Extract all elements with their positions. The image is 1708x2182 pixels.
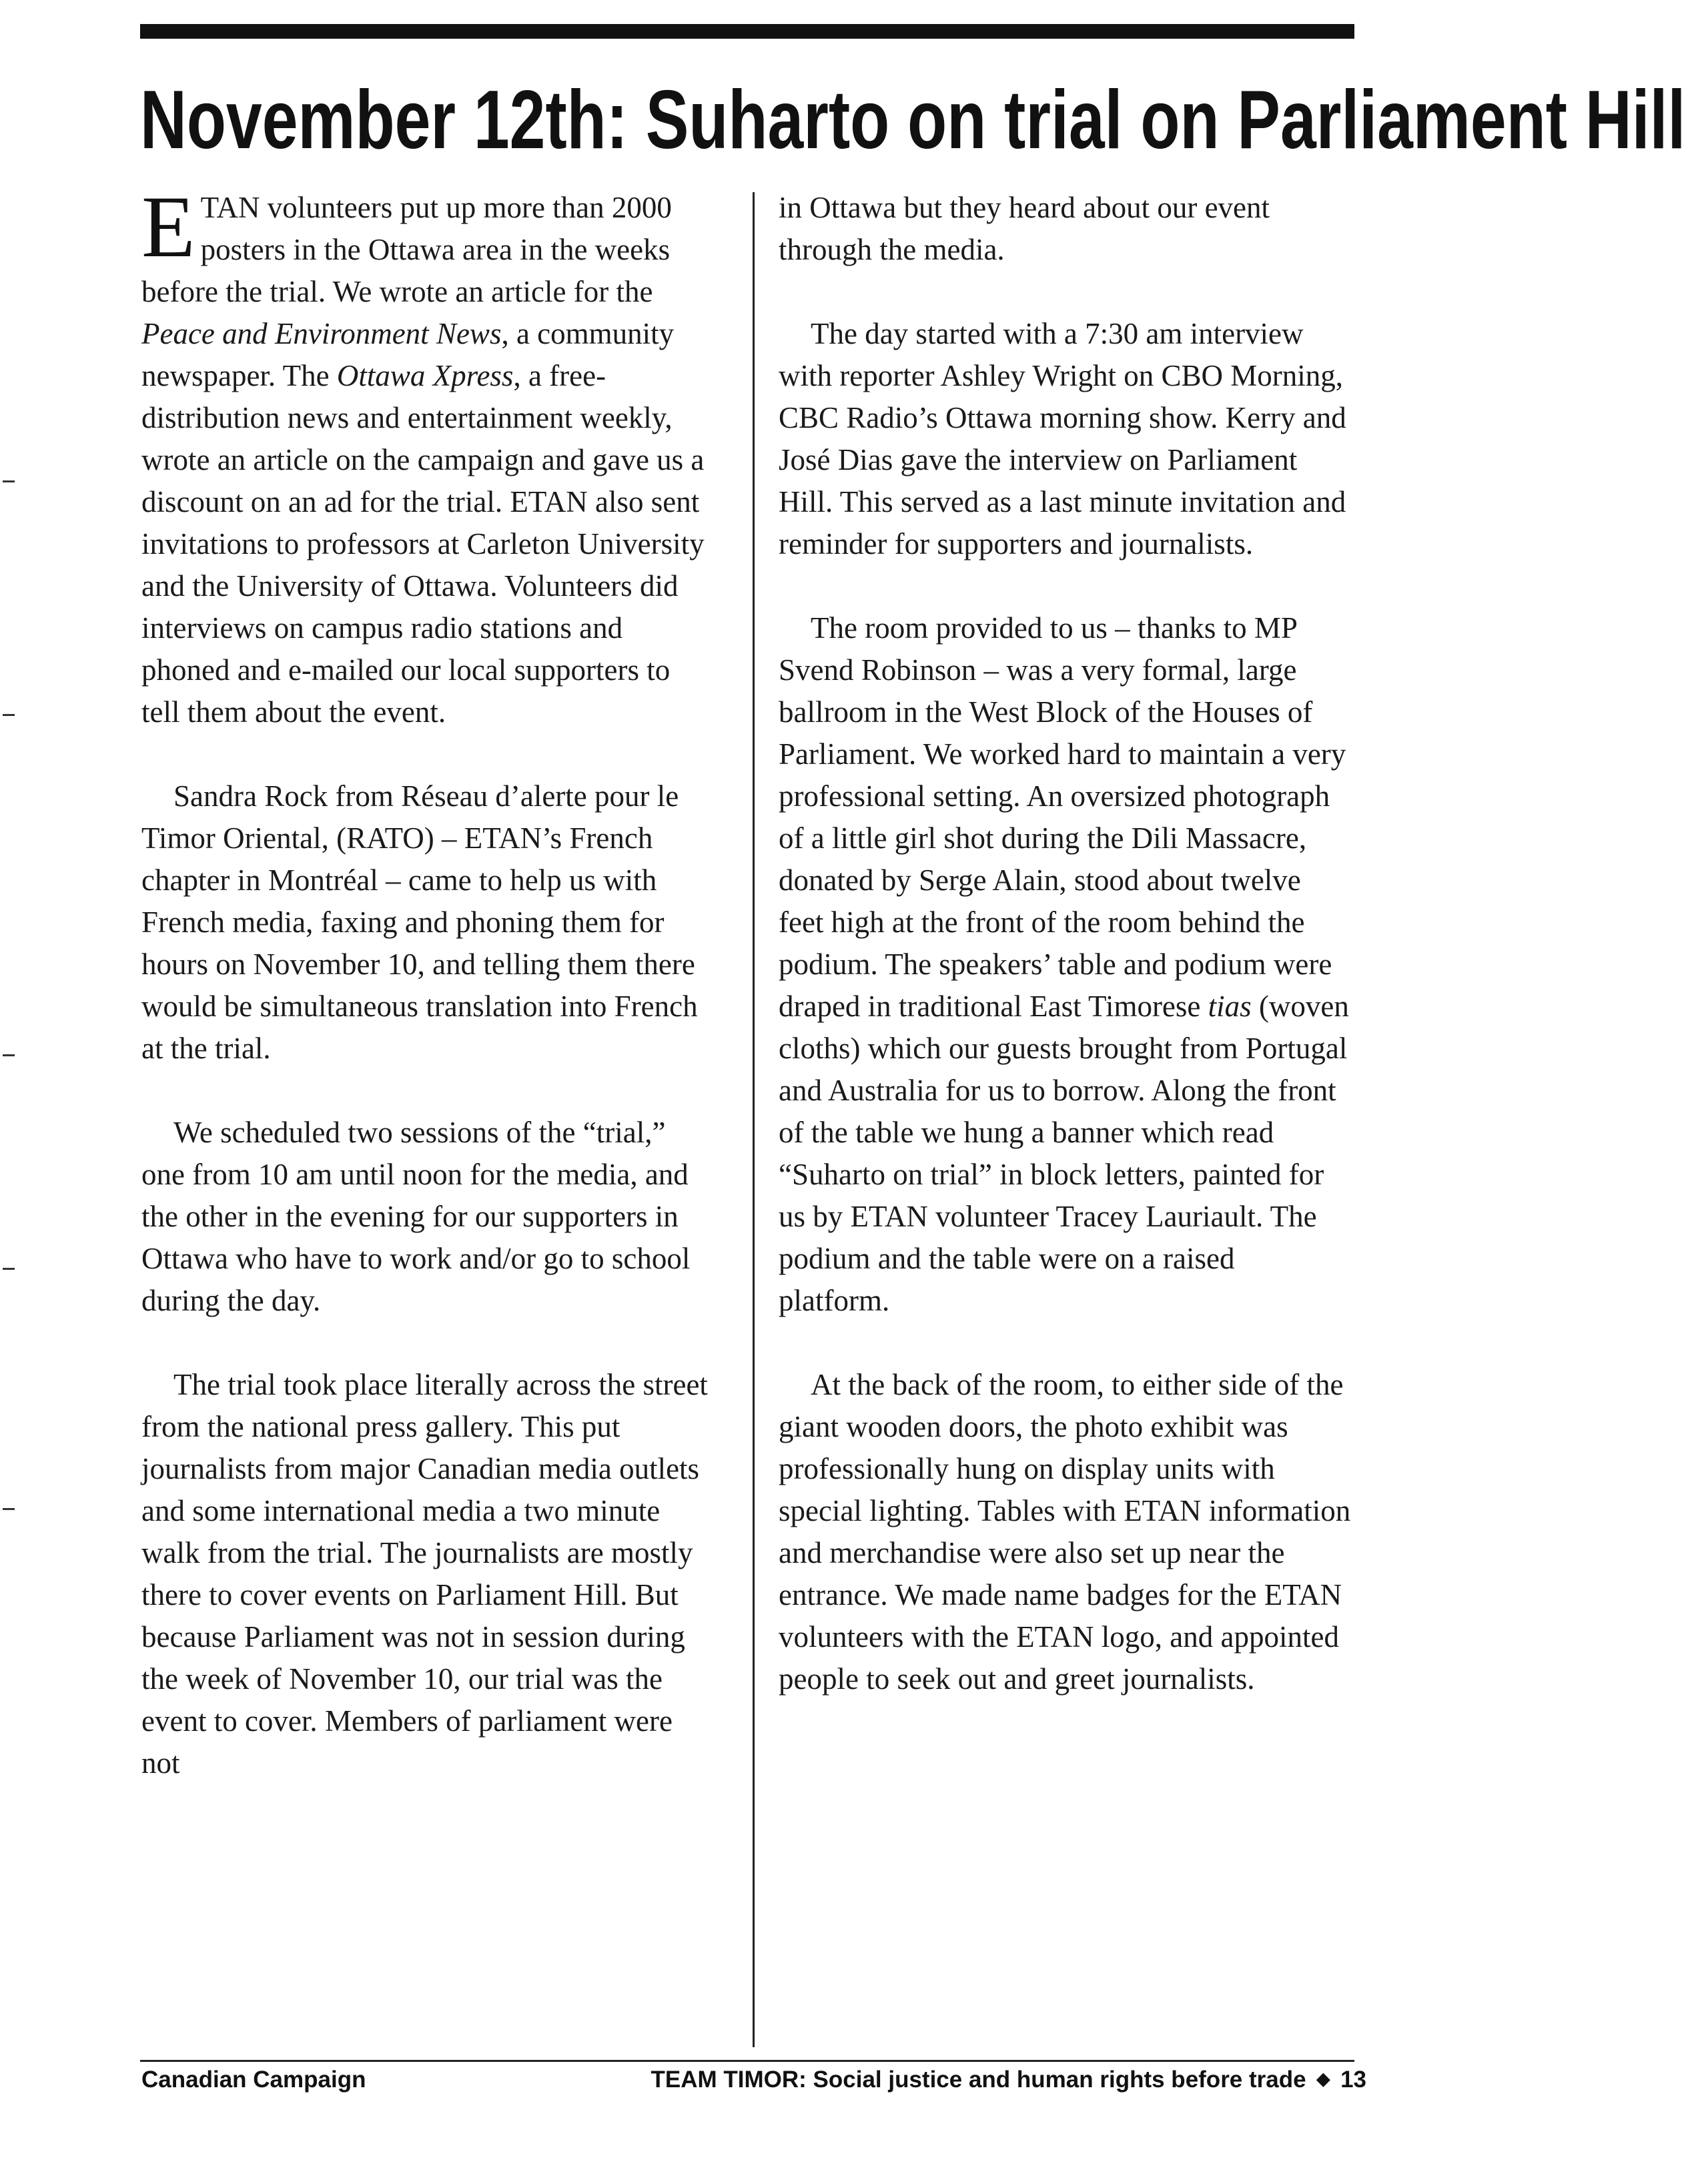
paragraph: At the back of the room, to either side of the giant wooden doors, the photo exhibit was professionally hung on display units with special lighting. Tables with ETAN information and merchandise were also set up near the entrance. We made name badges for the ETAN volunteers with the ETAN logo, and appointed people to seek out and greet journalists.: [779, 1368, 1351, 1696]
text-segment: TAN volunteers put up more than 2000 posters in the Ottawa area in the weeks before the trial. We wrote an article for the: [141, 191, 672, 308]
scan-edge-mark: [3, 1508, 15, 1510]
footer-section-label: Canadian Campaign: [141, 2067, 366, 2093]
scan-edge-mark: [3, 1054, 15, 1056]
right-column: [779, 187, 1352, 1742]
paragraph: The day started with a 7:30 am interview with reporter Ashley Wright on CBO Morning, CBC Radio’s Ottawa morning show. Kerry and José Dias gave the interview on Parliament Hill. This served as a last minute invitation and reminder for supporters and journalists.: [779, 317, 1346, 561]
scan-edge-mark: [3, 480, 15, 482]
publication-name: Peace and Environment News: [141, 317, 502, 350]
paragraph: Sandra Rock from Réseau d’alerte pour le Timor Oriental, (RATO) – ETAN’s French chapter in Montréal – came to help us with French media, faxing and phoning them for hours on November 10, and telling them there would be simultaneous translation into French at the trial.: [141, 779, 698, 1065]
footer-rule: [140, 2060, 1354, 2062]
text-segment: , a free-distribution news and entertainment weekly, wrote an article on the campaign and gave us a discount on an ad for the trial. ETAN also sent invitations to professors at Carleton University and the University of Ottawa. Volunteers did interviews on campus radio stations and phoned and e-mailed our local supporters to tell them about the event.: [141, 359, 705, 729]
diamond-icon: ◆: [1316, 2069, 1330, 2089]
publication-name: Ottawa Xpress: [336, 359, 514, 392]
top-rule: [140, 24, 1354, 39]
paragraph: We scheduled two sessions of the “trial,” one from 10 am until noon for the media, and the other in the evening for our supporters in Ottawa who have to work and/or go to school during the day.: [141, 1116, 691, 1317]
drop-cap: E: [141, 177, 195, 276]
page-title: November 12th: Suharto on trial on Parliament Hill: [140, 74, 1686, 166]
paragraph: in Ottawa but they heard about our event through the media.: [779, 191, 1270, 266]
paragraph: [141, 177, 715, 733]
paragraph: The trial took place literally across the street from the national press gallery. This put journalists from major Canadian media outlets and some international media a two minute walk from the trial. The journalists are mostly there to cover events on Parliament Hill. But because Parliament was not in session during the week of November 10, our trial was the event to cover. Members of parliament were not: [141, 1368, 708, 1780]
publication-title: TEAM TIMOR: Social justice and human rights before trade: [651, 2067, 1306, 2093]
scan-edge-mark: [3, 1268, 15, 1270]
page-number: 13: [1340, 2067, 1366, 2093]
text-segment: , a community newspaper. The: [141, 317, 675, 392]
text-segment: The room provided to us – thanks to MP Svend Robinson – was a very formal, large ballroom in the West Block of the Houses of Parliament. We worked hard to maintain a very professional setting. An oversized photograph of a little girl shot during the Dili Massacre, donated by Serge Alain, stood about twelve feet high at the front of the room behind the podium. The speakers’ table and podium were draped in traditional East Timorese: [779, 611, 1346, 1023]
italic-term: tias: [1208, 990, 1252, 1023]
column-divider: [753, 192, 755, 2047]
text-segment: (woven cloths) which our guests brought from Portugal and Australia for us to borrow. Along the front of the table we hung a banner which read “Suharto on trial” in block letters, painted for us by ETAN volunteer Tracey Lauriault. The podium and the table were on a raised platform.: [779, 990, 1349, 1317]
scan-edge-mark: [3, 714, 15, 716]
footer-publication: [651, 2067, 1366, 2093]
left-column: [141, 177, 715, 1826]
paragraph: [779, 607, 1352, 1322]
